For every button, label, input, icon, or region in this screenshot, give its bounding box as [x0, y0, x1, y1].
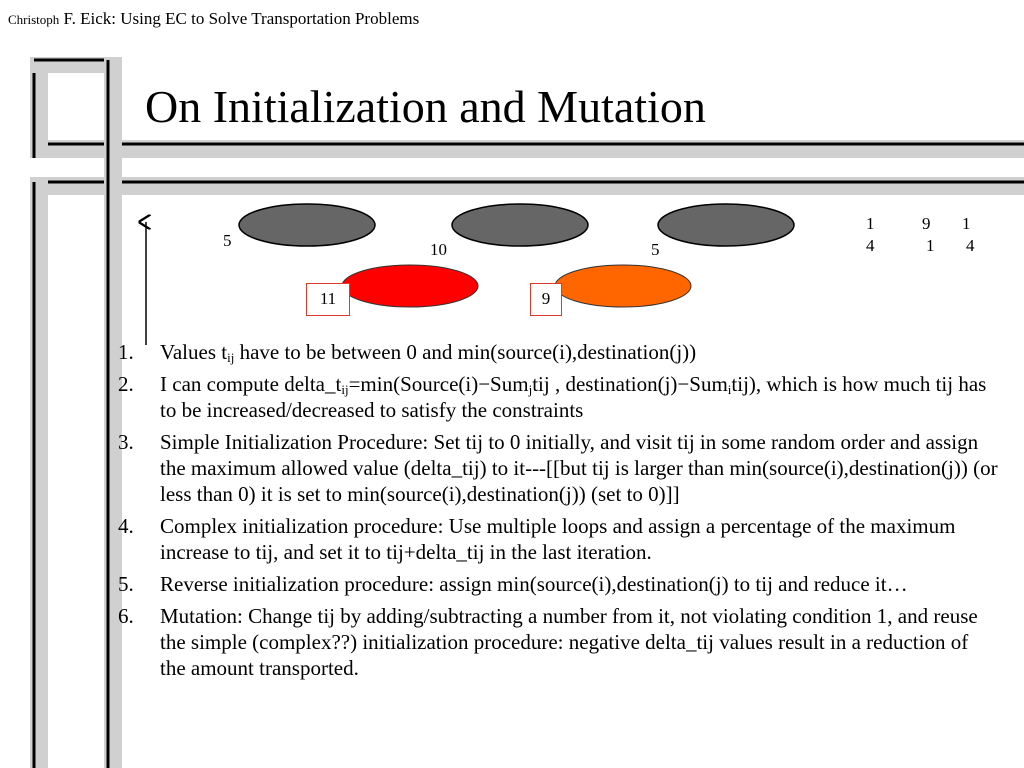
list-item-text: Reverse initialization procedure: assign min(source(i),destination(j) to tij and reduce it…: [160, 572, 908, 596]
list-item-number: 3.: [118, 430, 134, 454]
matrix-cell: 4: [966, 236, 975, 255]
source-label-3: 5: [651, 240, 660, 259]
header-author-small: Christoph: [8, 12, 60, 27]
source-node-3: [658, 204, 794, 246]
list-item-text: Complex initialization procedure: Use multiple loops and assign a percentage of the maximum increase to tij, and set it to tij+delta_tij in the last iteration.: [160, 514, 956, 564]
source-node-2: [452, 204, 588, 246]
list-item-text: Mutation: Change tij by adding/subtracting a number from it, not violating condition 1, and reuse the simple (complex??) initialization procedure: negative delta_tij values result in a reduction of the amount transported.: [160, 604, 978, 680]
list-item-number: 2.: [118, 372, 134, 396]
matrix-cell: 1: [926, 236, 935, 255]
procedure-list: [118, 339, 998, 687]
list-item-text: Simple Initialization Procedure: Set tij to 0 initially, and visit tij in some random order and assign the maximum allowed value (delta_tij) to it---[[but tij is larger than min(source(i),destination(j)) (or less than 0) it is set to min(source(i),destination(j)) (set to 0)]]: [160, 430, 998, 506]
list-item: [118, 571, 998, 597]
header-rest: F. Eick: Using EC to Solve Transportation Problems: [63, 9, 420, 28]
list-item: [118, 603, 998, 681]
destination-label-1: 11: [306, 283, 350, 316]
source-label-2: 10: [430, 240, 447, 259]
destination-label-2: 9: [530, 283, 562, 316]
list-item: [118, 339, 998, 365]
list-item: [118, 429, 998, 507]
destination-node-2: [555, 265, 691, 307]
source-label-1: 5: [223, 231, 232, 250]
list-item-text: I can compute $delta\_t_{ij}=\min(Source(i)-Sum_jtij$ , destination(j)−Sum$_i$tij), which is how much tij has to be increased/decreased to satisfy the constraints: [160, 372, 987, 422]
matrix-row: [866, 213, 975, 235]
list-item: [118, 513, 998, 565]
matrix-row: [866, 235, 975, 257]
slide-title: On Initialization and Mutation: [145, 81, 706, 132]
destination-node-1: [342, 265, 478, 307]
list-item-number: 5.: [118, 572, 134, 596]
source-node-1: [239, 204, 375, 246]
list-item-number: 1.: [118, 340, 134, 364]
list-item-number: 6.: [118, 604, 134, 628]
matrix-cell: 9: [922, 214, 931, 233]
matrix-cell: 1: [866, 214, 875, 233]
list-item: [118, 371, 998, 423]
list-item-text: Values $t_{ij}$ have to be between 0 and min(source(i),destination(j)): [160, 340, 697, 365]
matrix-cell: 4: [866, 236, 875, 255]
list-item-number: 4.: [118, 514, 134, 538]
matrix-cell: 1: [962, 214, 971, 233]
flow-matrix: [866, 213, 975, 257]
